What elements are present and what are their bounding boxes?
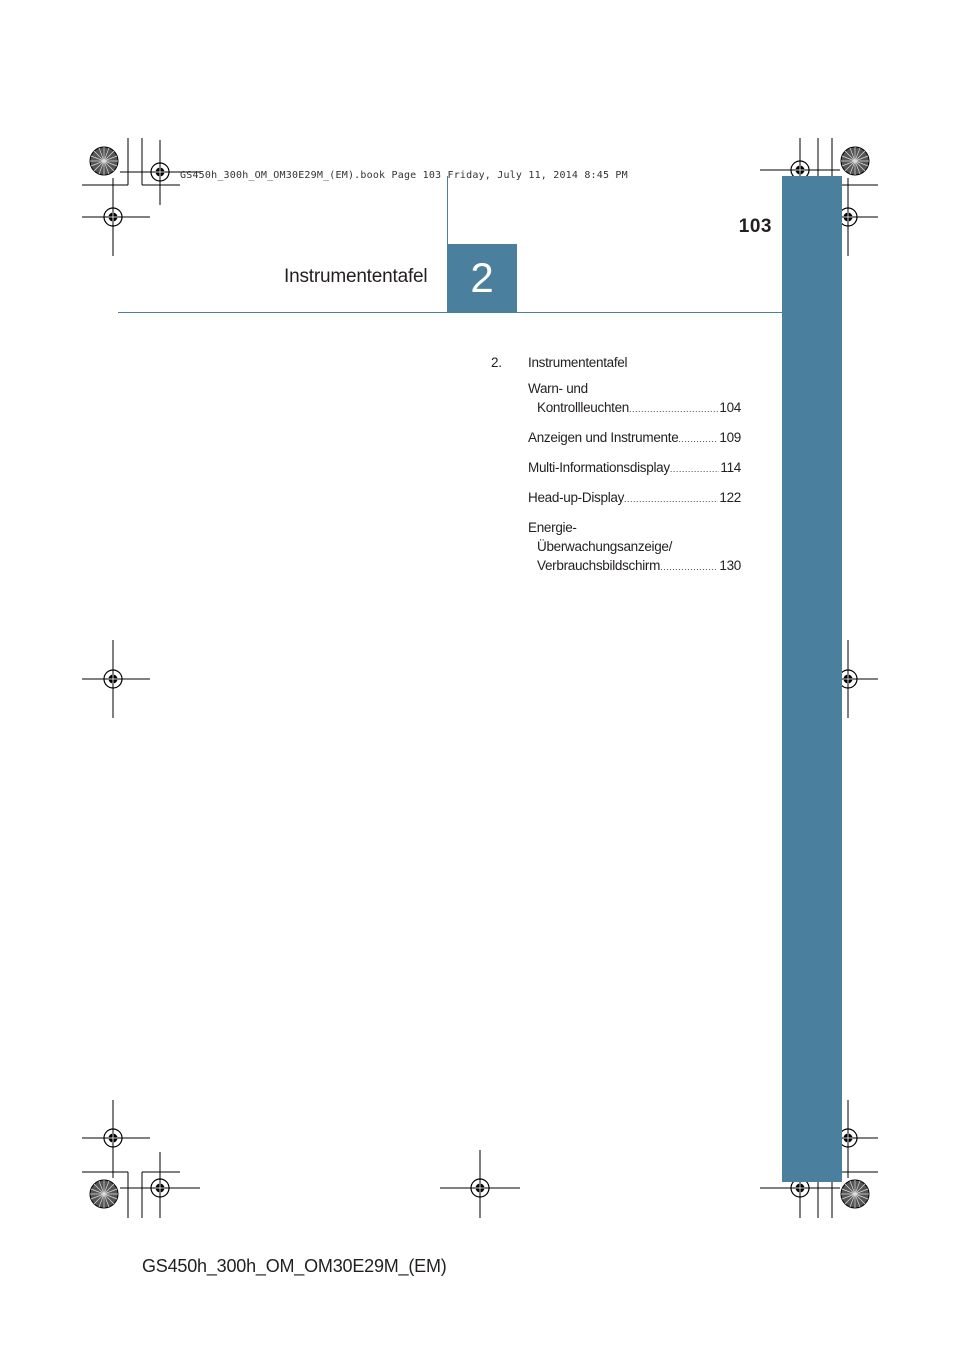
toc-heading bbox=[491, 355, 741, 370]
toc-leader-dots bbox=[624, 490, 718, 509]
toc-leader-dots bbox=[678, 430, 718, 449]
toc-entry-page: 109 bbox=[719, 430, 741, 445]
toc-entry-text: Kontrollleuchten bbox=[537, 400, 630, 415]
footer-document-code: GS450h_300h_OM_OM30E29M_(EM) bbox=[142, 1256, 447, 1276]
book-info-line: GS450h_300h_OM_OM30E29M_(EM).book Page 103 Friday, July 11, 2014 8:45 PM bbox=[180, 170, 628, 181]
toc-leader-dots bbox=[660, 558, 718, 577]
toc-entry-page: 130 bbox=[719, 558, 741, 573]
toc-entry-warn-und-kontrollleuchten[interactable] bbox=[528, 379, 741, 419]
toc-entry-text: Multi-Informationsdisplay bbox=[528, 460, 670, 475]
chapter-number-box bbox=[447, 244, 517, 312]
toc-entry-text: Head-up-Display bbox=[528, 490, 625, 505]
toc-leader-dots bbox=[629, 400, 718, 419]
side-thumb-tab bbox=[782, 176, 842, 1182]
header-rule bbox=[118, 312, 782, 313]
toc-entry-multi-informationsdisplay[interactable] bbox=[528, 458, 741, 479]
toc-leader-dots bbox=[670, 460, 720, 479]
toc-heading-title: Instrumententafel bbox=[528, 355, 628, 370]
header-divider-vertical bbox=[447, 176, 448, 246]
section-title: Instrumententafel bbox=[284, 266, 428, 287]
table-of-contents bbox=[491, 355, 741, 586]
toc-entry-head-up-display[interactable] bbox=[528, 488, 741, 509]
toc-entry-text: Anzeigen und Instrumente bbox=[528, 430, 679, 445]
toc-entry-text: Verbrauchsbildschirm bbox=[537, 558, 661, 573]
toc-entry-page: 122 bbox=[719, 490, 741, 505]
toc-entry-page: 114 bbox=[720, 460, 741, 475]
page-number: 103 bbox=[738, 216, 772, 237]
toc-entry-text: Energie- bbox=[528, 520, 577, 535]
toc-heading-number: 2. bbox=[491, 355, 502, 370]
chapter-number: 2 bbox=[470, 254, 494, 301]
toc-entry-text: Überwachungsanzeige/ bbox=[537, 539, 673, 554]
toc-entry-anzeigen-und-instrumente[interactable] bbox=[528, 428, 741, 449]
toc-entry-page: 104 bbox=[719, 400, 741, 415]
toc-entry-text: Warn- und bbox=[528, 381, 588, 396]
toc-entry-energie-ueberwachungsanzeige[interactable] bbox=[528, 518, 741, 577]
